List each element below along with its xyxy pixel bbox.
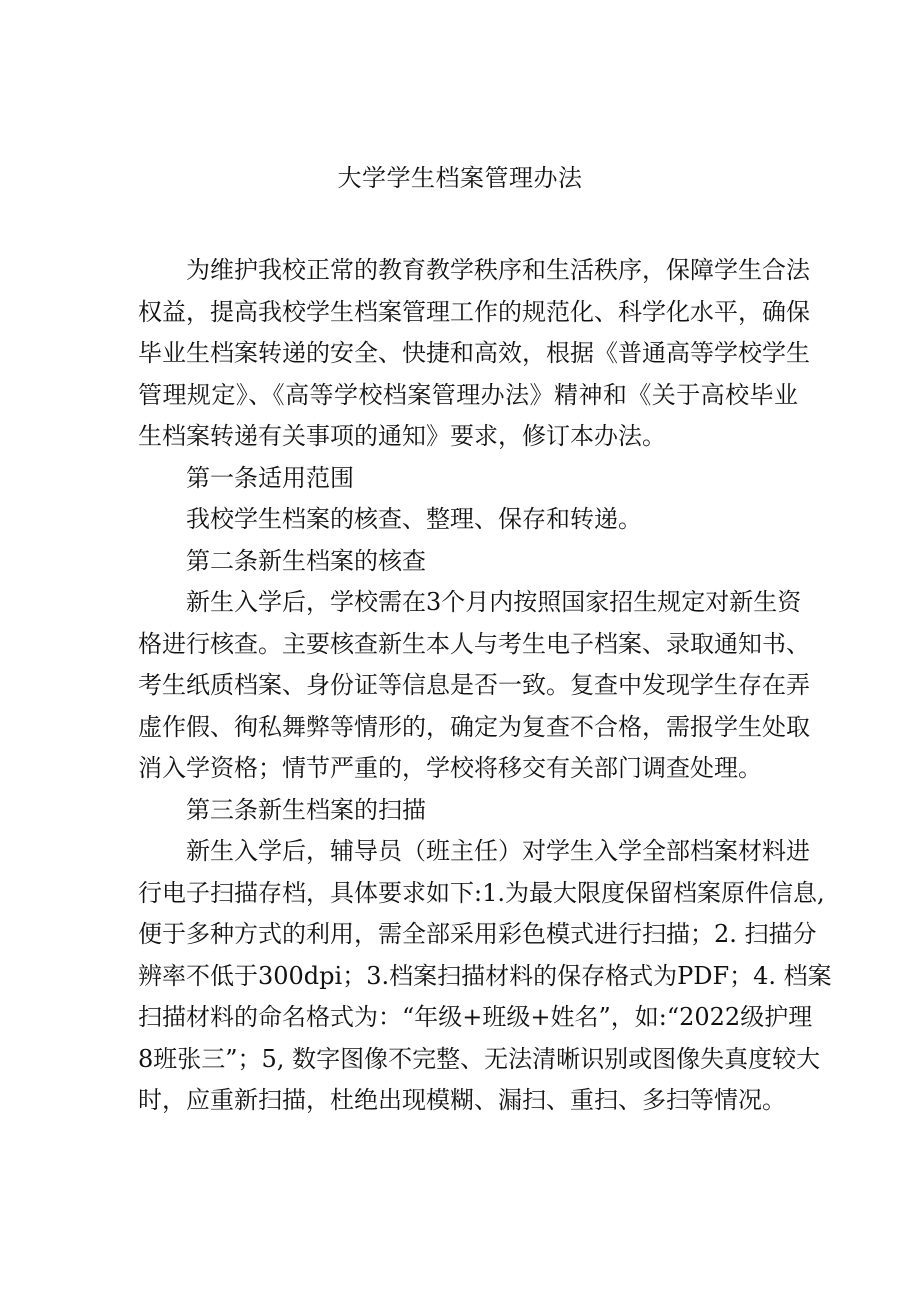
paragraph-line: 为维护我校正常的教育教学秩序和生活秩序，保障学生合法	[186, 256, 810, 284]
paragraph-line: 消入学资格；情节严重的，学校将移交有关部门调查处理。	[138, 754, 762, 782]
paragraph-line: 生档案转递有关事项的通知》要求，修订本办法。	[138, 422, 666, 450]
section-heading: 第三条新生档案的扫描	[186, 795, 426, 824]
paragraph-line: 毕业生档案转递的安全、快捷和高效，根据《普通高等学校学生	[138, 339, 810, 367]
paragraph-line: 便于多种方式的利用，需全部采用彩色模式进行扫描；2. 扫描分	[138, 920, 817, 948]
paragraph-line: 时，应重新扫描，杜绝出现模糊、漏扫、重扫、多扫等情况。	[138, 1086, 786, 1114]
paragraph-line: 新生入学后，辅导员（班主任）对学生入学全部档案材料进	[186, 837, 810, 865]
paragraph-line: 扫描材料的命名格式为：“年级+班级+姓名”，如:“2022级护理	[138, 1003, 813, 1031]
paragraph-line: 虚作假、徇私舞弊等情形的，确定为复查不合格，需报学生处取	[138, 712, 810, 741]
paragraph-line: 考生纸质档案、身份证等信息是否一致。复查中发现学生存在弄	[138, 671, 810, 699]
paragraph-line: 辨率不低于300dpi；3.档案扫描材料的保存格式为PDF；4. 档案	[138, 961, 832, 990]
paragraph-line: 新生入学后，学校需在3个月内按照国家招生规定对新生资	[186, 588, 802, 616]
paragraph-line: 行电子扫描存档，具体要求如下:1.为最大限度保留档案原件信息,	[138, 878, 825, 907]
paragraph-line: 8班张三”；5, 数字图像不完整、无法清晰识别或图像失真度较大	[138, 1044, 821, 1073]
document-body	[138, 250, 832, 1122]
section-heading: 第一条适用范围	[186, 463, 354, 492]
section-heading: 第二条新生档案的核查	[186, 546, 426, 575]
paragraph-line: 格进行核查。主要核查新生本人与考生电子档案、录取通知书、	[138, 629, 810, 658]
document-title: 大学学生档案管理办法	[337, 164, 583, 192]
paragraph-line: 管理规定》、《高等学校档案管理办法》精神和《关于高校毕业	[138, 380, 798, 409]
paragraph-line: 我校学生档案的核查、整理、保存和转递。	[186, 505, 642, 533]
paragraph-line: 权益，提高我校学生档案管理工作的规范化、科学化水平，确保	[138, 297, 810, 326]
